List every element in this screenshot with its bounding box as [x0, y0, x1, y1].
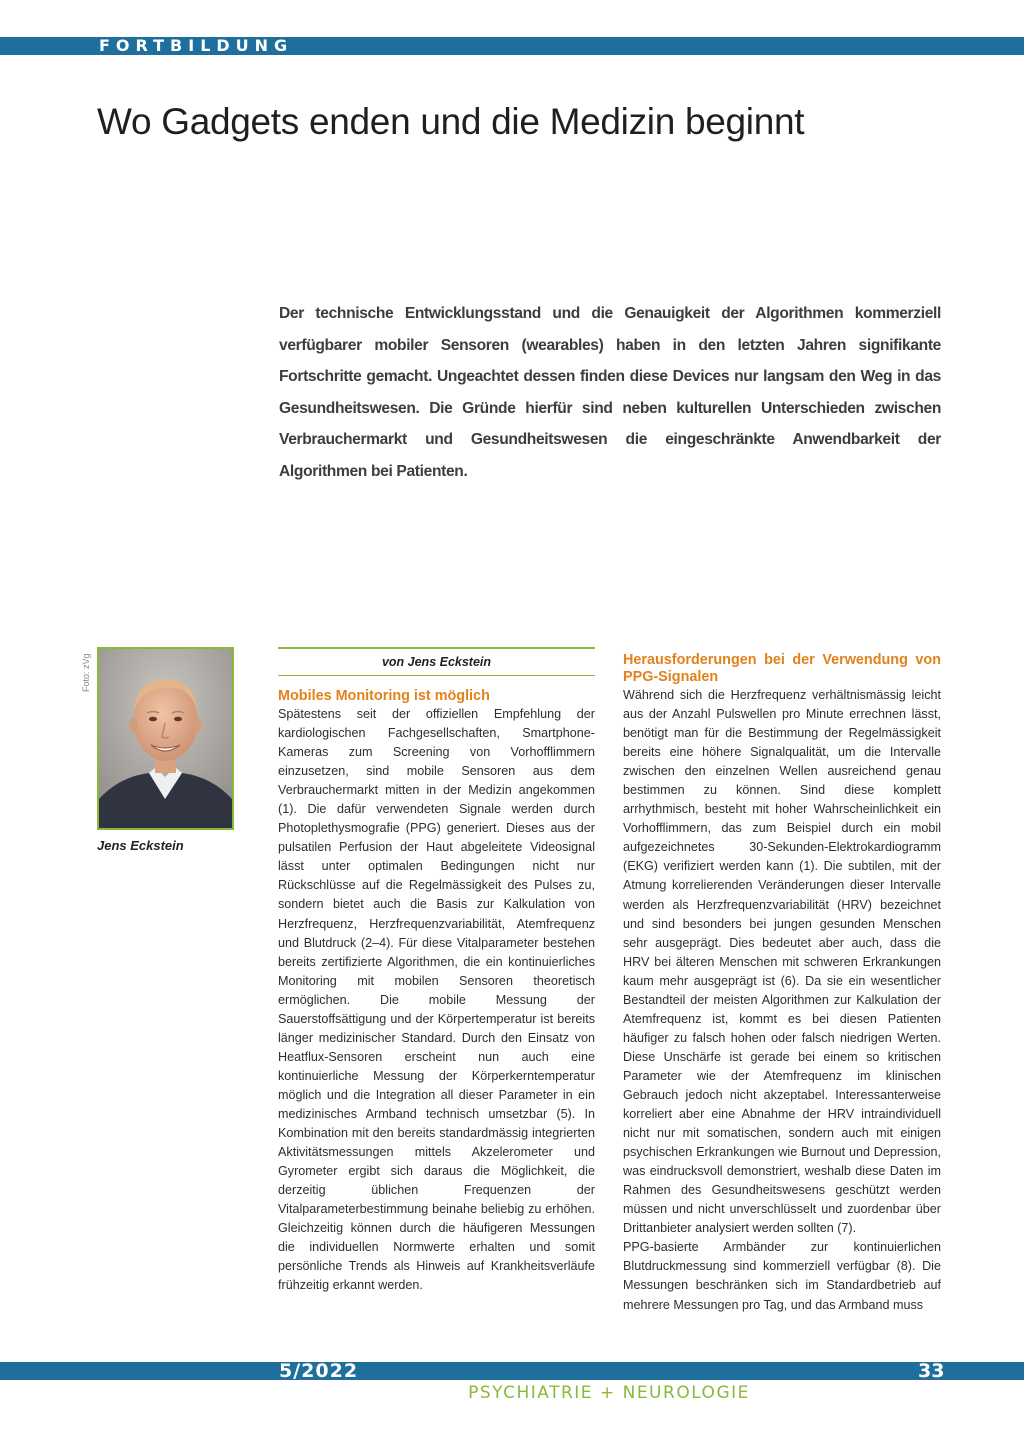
page-number: 33 — [918, 1360, 945, 1382]
photo-caption: Jens Eckstein — [97, 838, 184, 853]
body-paragraph: Spätestens seit der offiziellen Empfehlung der kardiologischen Fachgesellschaften, Smartphone-Kameras zum Screening von Vorhofflimmern einzusetzen, sind mobile Sensoren aus dem Verbrauchermarkt mitten in der Medizin angekommen (1). Die dafür verwendeten Signale werden durch Photoplethysmografie (PPG) generiert. Dieses aus der pulsatilen Perfusion der Haut abgeleitete Videosignal lässt unter optimalen Bedingungen nicht nur Rückschlüsse auf die Regelmässigkeit des Pulses zu, sondern bietet auch die Basis zur Kalkulation von Herzfrequenz, Herzfrequenzvariabilität, Atemfrequenz und Blutdruck (2–4). Für diese Vitalparameter bestehen bereits zertifizierte Algorithmen, die ein kontinuierliches Monitoring mit mobilen Sensoren theoretisch ermöglichen. Die mobile Messung der Sauerstoffsättigung und der Körpertemperatur ist bereits länger medizinischer Standard. Durch den Einsatz von Heatflux-Sensoren erscheint nun auch eine kontinuierliche Messung der Körperkerntemperatur möglich und die Integration all dieser Parameter in ein medizinisches Armband technisch umsetzbar (5). In Kombination mit den bereits standardmässig integrierten Aktivitätsmessungen mittels Akzelerometer und Gyrometer ergibt sich daraus die Möglichkeit, die derzeitig üblichen Frequenzen der Vitalparameterbestimmung beinahe beliebig zu erhöhen. Gleichzeitig können durch die häufigeren Messungen die individuellen Normwerte erhalten und somit persönliche Trends als Hinweis auf Krankheitsverläufe frühzeitig erkannt werden. — [278, 707, 595, 1293]
column-right — [623, 652, 941, 1315]
footer-bar — [0, 1362, 1024, 1380]
issue-number: 5/2022 — [279, 1360, 359, 1382]
header-bar — [0, 37, 1024, 55]
section-label: FORTBILDUNG — [99, 36, 294, 55]
journal-name: PSYCHIATRIE + NEUROLOGIE — [468, 1383, 750, 1403]
photo-credit: Foto: zVg — [81, 653, 91, 692]
article-title: Wo Gadgets enden und die Medizin beginnt — [97, 101, 805, 142]
section-heading: Herausforderungen bei der Verwendung von PPG-Signalen — [623, 652, 941, 685]
author-photo — [97, 647, 234, 830]
section-heading: Mobiles Monitoring ist möglich — [278, 688, 490, 704]
byline: von Jens Eckstein — [278, 647, 595, 676]
column-left — [278, 647, 595, 1295]
article-lead: Der technische Entwicklungsstand und die Genauigkeit der Algorithmen kommerziell verfügbarer mobiler Sensoren (wearables) haben in den letzten Jahren signifikante Fortschritte gemacht. Ungeachtet dessen finden diese Devices nur langsam den Weg in das Gesundheitswesen. Die Gründe hierfür sind neben kulturellen Unterschieden zwischen Verbrauchermarkt und Gesundheitswesen die eingeschränkte Anwendbarkeit der Algorithmen bei Patienten. — [279, 305, 941, 480]
body-paragraph: Während sich die Herzfrequenz verhältnismässig leicht aus der Anzahl Pulswellen pro Minute errechnen lässt, benötigt man für die Bestimmung der Regelmässigkeit bereits eine höhere Signalqualität, um die Intervalle zwischen den einzelnen Wellen ausreichend genau bestimmen zu können. Sind diese komplett arrhythmisch, besteht mit hoher Wahrscheinlichkeit ein Vorhofflimmern, das zum Beispiel durch ein mobil aufgezeichnetes 30-Sekunden-Elektrokardiogramm (EKG) verifiziert werden kann (1). Die subtilen, mit der Atmung korrelierenden Veränderungen dieser Intervalle werden als Herzfrequenzvariabilität (HRV) bezeichnet und sind besonders bei jungen gesunden Menschen sehr ausgeprägt. Dies bedeutet aber auch, dass die HRV bei älteren Menschen mit schweren Erkrankungen kaum mehr ausgeprägt ist (6). Da sie ein wesentlicher Bestandteil der meisten Algorithmen zur Kalkulation der Atemfrequenz ist, kommt es bei diesen Patienten häufiger zu falsch hohen oder falsch niedrigen Werten. Diese Unschärfe ist gerade bei einem so kritischen Parameter wie der Atemfrequenz im klinischen Gebrauch jedoch nicht akzeptabel. Interessanterweise korreliert aber eine Abnahme der HRV intraindividuell nicht nur mit somatischen, sondern auch mit einigen psychischen Erkrankungen wie Burnout und Depression, was eindrucksvoll demonstriert, weshalb diese Daten im Rahmen des Gesundheitswesens geschützt werden müssen und nicht unverschlüsselt und zuordenbar über Drittanbieter analysiert werden sollten (7). — [623, 688, 941, 1236]
body-paragraph: PPG-basierte Armbänder zur kontinuierlichen Blutdruckmessung sind kommerziell verfügbar (8). Die Messungen beschränken sich im Standardbetrieb auf mehrere Messungen pro Tag, und das Armband muss — [623, 1240, 941, 1312]
